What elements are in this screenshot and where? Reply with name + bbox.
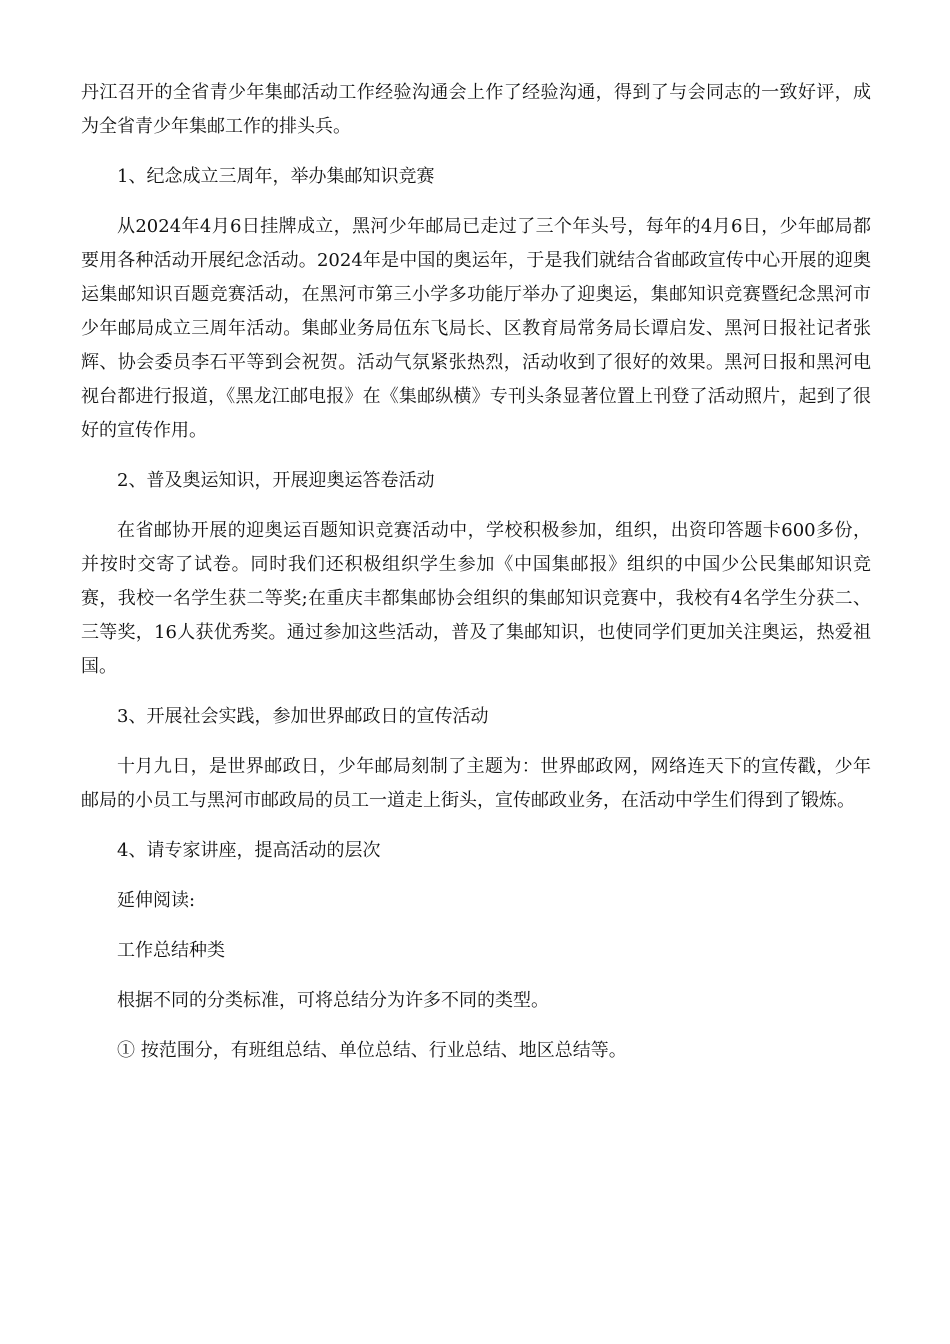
- extended-reading-label: 延伸阅读:: [117, 890, 196, 911]
- section-heading-1: 1、纪念成立三周年，举办集邮知识竞赛: [117, 166, 435, 187]
- section-heading-2: 2、普及奥运知识，开展迎奥运答卷活动: [117, 470, 435, 491]
- list-item-scope: ① 按范围分，有班组总结、单位总结、行业总结、地区总结等。: [117, 1040, 627, 1061]
- document-page: [81, 76, 871, 1068]
- paragraph-continuation: 丹江召开的全省青少年集邮活动工作经验沟通会上作了经验沟通，得到了与会同志的一致好评，成为全省青少年集邮工作的排头兵。: [81, 82, 871, 137]
- section-heading-3: 3、开展社会实践，参加世界邮政日的宣传活动: [117, 706, 489, 727]
- paragraph-classification: 根据不同的分类标准，可将总结分为许多不同的类型。: [117, 990, 549, 1011]
- paragraph-anniversary: 从2024年4月6日挂牌成立，黑河少年邮局已走过了三个年头号，每年的4月6日，少年邮局都要用各种活动开展纪念活动。2024年是中国的奥运年，于是我们就结合省邮政宣传中心开展的迎奥运集邮知识百题竞赛活动，在黑河市第三小学多功能厅举办了迎奥运，集邮知识竞赛暨纪念黑河市少年邮局成立三周年活动。集邮业务局伍东飞局长、区教育局常务局长谭启发、黑河日报社记者张辉、协会委员李石平等到会祝贺。活动气氛紧张热烈，活动收到了很好的效果。黑河日报和黑河电视台都进行报道，《黑龙江邮电报》在《集邮纵横》专刊头条显著位置上刊登了活动照片，起到了很好的宣传作用。: [81, 216, 871, 441]
- summary-types-heading: 工作总结种类: [117, 940, 225, 961]
- section-heading-4: 4、请专家讲座，提高活动的层次: [117, 840, 381, 861]
- paragraph-olympic-quiz: 在省邮协开展的迎奥运百题知识竞赛活动中，学校积极参加，组织，出资印答题卡600多份，并按时交寄了试卷。同时我们还积极组织学生参加《中国集邮报》组织的中国少公民集邮知识竞赛，我校一名学生获二等奖;在重庆丰都集邮协会组织的集邮知识竞赛中，我校有4名学生分获二、三等奖，16人获优秀奖。通过参加这些活动，普及了集邮知识，也使同学们更加关注奥运，热爱祖国。: [81, 520, 871, 677]
- paragraph-postal-day: 十月九日，是世界邮政日，少年邮局刻制了主题为：世界邮政网，网络连天下的宣传戳，少年邮局的小员工与黑河市邮政局的员工一道走上街头，宣传邮政业务，在活动中学生们得到了锻炼。: [81, 756, 871, 811]
